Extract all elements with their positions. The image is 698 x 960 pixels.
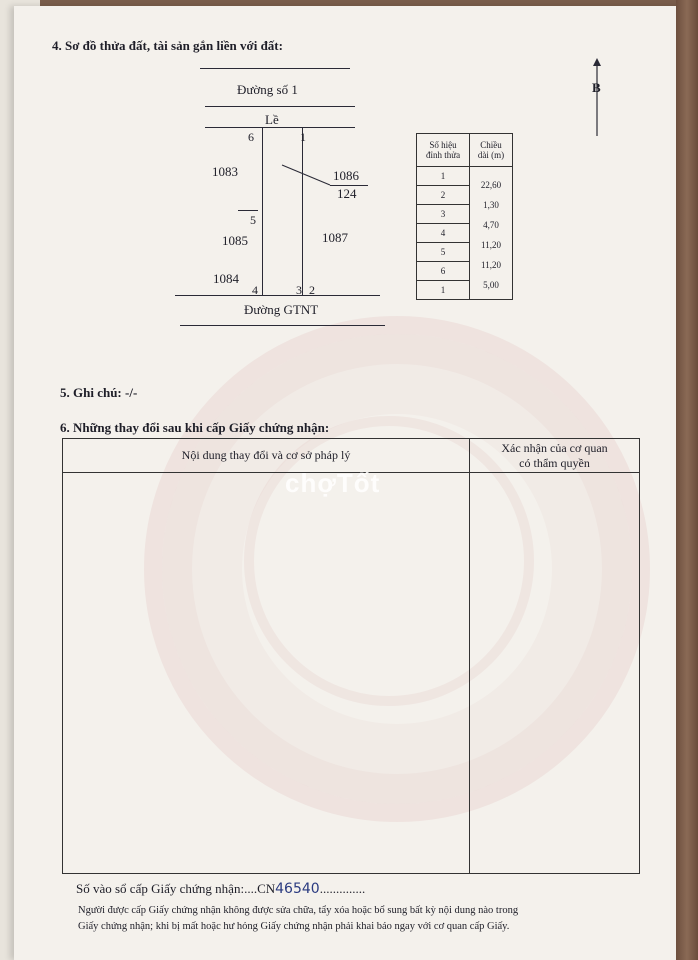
notice-line1: Người được cấp Giấy chứng nhận không được sửa chữa, tẩy xóa hoặc bổ sung bất kỳ nội dung nào trong [78, 905, 519, 916]
table-header: Chiều dài (m) [470, 134, 513, 167]
vertex-id: 6 [417, 262, 470, 281]
parcel-1084: 1084 [213, 271, 239, 286]
road-line-bottom [180, 325, 385, 326]
parcel-bottom-edge [175, 295, 380, 296]
length-value: 5,00 [483, 280, 499, 290]
notice-line2: Giấy chứng nhận; khi bị mất hoặc hư hỏng Giấy chứng nhận phải khai báo ngay với cơ quan cấp Giấy. [78, 921, 510, 932]
section5-heading: 5. Ghi chú: -/- [60, 385, 138, 400]
confirmation-line1: Xác nhận của cơ quan [501, 440, 608, 455]
vertex-4: 4 [252, 283, 258, 297]
length-value: 1,30 [483, 200, 499, 210]
confirmation-line2: có thẩm quyền [519, 455, 590, 470]
vertex-id: 3 [417, 205, 470, 224]
parcel-1083: 1083 [212, 164, 238, 179]
register-number: 46540 [275, 881, 320, 897]
vertex-id: 1 [417, 281, 470, 300]
changes-col-confirmation [470, 439, 640, 473]
section4-heading: 4. Sơ đồ thửa đất, tài sản gắn liền với đất: [52, 38, 283, 53]
table-edge [676, 0, 698, 960]
length-value: 4,70 [483, 220, 499, 230]
vertex-1: 1 [300, 130, 306, 144]
vertex-id: 2 [417, 186, 470, 205]
length-value: 22,60 [480, 180, 502, 190]
parcel-area: 124 [337, 186, 357, 201]
changes-table [62, 438, 640, 874]
vertex-id: 5 [417, 243, 470, 262]
verge-line [205, 106, 355, 107]
vertex-id: 1 [417, 167, 470, 186]
vertex-2: 2 [309, 283, 315, 297]
vertex-6: 6 [248, 130, 254, 144]
changes-col-content: Nội dung thay đổi và cơ sở pháp lý [63, 439, 470, 473]
vertex-3: 3 [296, 283, 302, 297]
parcel-pointer-line [280, 163, 332, 187]
watermark-logo: chợTốt [285, 468, 381, 498]
road-bottom-label: Đường GTNT [244, 302, 319, 317]
changes-confirmation-cell [470, 473, 640, 874]
register-label: Số vào sổ cấp Giấy chứng nhận:....CN [76, 881, 276, 896]
north-label: B [592, 80, 601, 95]
parcel-right-edge [302, 127, 303, 295]
changes-content-cell [63, 473, 470, 874]
table-header: Số hiệu đỉnh thửa [417, 134, 470, 167]
tick-mark [238, 210, 258, 211]
road-line-top [200, 68, 350, 69]
north-arrow-icon [589, 58, 605, 138]
parcel-1087: 1087 [322, 230, 348, 245]
vertex-5: 5 [250, 213, 256, 227]
length-value: 11,20 [481, 240, 501, 250]
vertex-length-table [416, 133, 513, 300]
parcel-top-edge [205, 127, 355, 128]
parcel-1085: 1085 [222, 233, 248, 248]
section6-heading: 6. Những thay đổi sau khi cấp Giấy chứng nhận: [60, 420, 330, 435]
lengths-cell [470, 167, 513, 300]
vertex-id: 4 [417, 224, 470, 243]
verge-label: Lề [265, 112, 279, 127]
register-line [76, 881, 365, 897]
length-value: 11,20 [481, 260, 501, 270]
parcel-1086: 1086 [333, 168, 359, 183]
register-dots: .............. [319, 881, 366, 896]
road-top-label: Đường số 1 [237, 82, 298, 97]
parcel-left-edge [262, 127, 263, 295]
